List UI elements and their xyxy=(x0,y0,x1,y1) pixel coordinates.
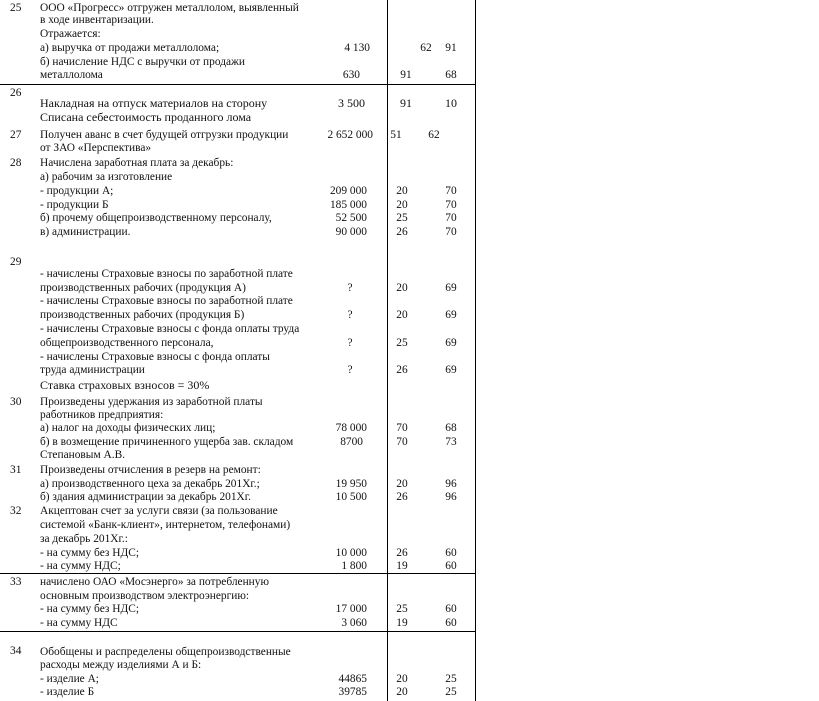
entry-text: Произведены удержания из заработной платы xyxy=(40,396,263,408)
debit-cell: 62 xyxy=(420,42,432,54)
credit-cell: 69 xyxy=(445,282,457,294)
entry-text: а) выручка от продажи металлолома; xyxy=(40,42,220,54)
entry-text: Ставка страховых взносов = 30% xyxy=(40,378,210,392)
entry-text: основным производством электроэнергию: xyxy=(40,590,250,602)
credit-cell: 25 xyxy=(445,673,457,685)
debit-cell: 91 xyxy=(400,96,412,110)
debit-cell: 20 xyxy=(396,686,408,698)
amount-cell: 4 130 xyxy=(344,42,370,54)
debit-cell: 26 xyxy=(396,547,408,559)
column-divider-amount xyxy=(387,0,388,701)
entry-number: 27 xyxy=(10,129,22,141)
entry-text: - продукции А; xyxy=(40,185,114,197)
amount-cell: 78 000 xyxy=(335,422,367,434)
entry-text: Степановым А.В. xyxy=(40,449,126,461)
amount-cell: 185 000 xyxy=(329,199,367,211)
entry-text: ООО «Прогресс» отгружен металлолом, выявленный xyxy=(40,2,299,14)
entry-text: - начислены Страховые взносы по заработной плате xyxy=(40,268,293,280)
entry-text: Накладная на отпуск материалов на сторону xyxy=(40,96,268,110)
entry-text: в ходе инвентаризации. xyxy=(40,14,154,26)
entry-text: - продукции Б xyxy=(40,199,109,211)
entry-text: - на сумму без НДС; xyxy=(40,603,139,615)
entry-text: а) налог на доходы физических лиц; xyxy=(40,422,216,434)
entry-number: 29 xyxy=(10,256,22,268)
amount-cell: 3 060 xyxy=(341,617,367,629)
entry-text: - начислены Страховые взносы по заработной плате xyxy=(40,295,293,307)
debit-cell: 20 xyxy=(396,199,408,211)
credit-cell: 70 xyxy=(445,226,457,238)
amount-cell: ? xyxy=(347,337,353,349)
entry-text: системой «Банк-клиент», интернетом, телефонами) xyxy=(40,519,291,531)
amount-cell: ? xyxy=(347,309,353,321)
entry-text: а) рабочим за изготовление xyxy=(40,171,173,183)
entry-text: Акцептован счет за услуги связи (за пользование xyxy=(40,505,278,517)
debit-cell: 20 xyxy=(396,478,408,490)
credit-cell: 96 xyxy=(445,478,457,490)
amount-cell: 209 000 xyxy=(329,185,367,197)
entry-text: расходы между изделиями А и Б: xyxy=(40,659,202,671)
entry-number: 25 xyxy=(10,2,22,14)
entry-text: - изделие А; xyxy=(40,673,99,685)
entry-text: от ЗАО «Перспектива» xyxy=(40,142,152,154)
entry-text: начислено ОАО «Мосэнерго» за потребленную xyxy=(40,576,269,588)
debit-cell: 20 xyxy=(396,185,408,197)
amount-cell: 19 950 xyxy=(335,478,367,490)
entry-text: а) производственного цеха за декабрь 201Хг.; xyxy=(40,478,260,490)
credit-cell: 73 xyxy=(445,436,457,448)
credit-cell: 60 xyxy=(445,560,457,572)
debit-cell: 51 xyxy=(390,129,402,141)
debit-cell: 70 xyxy=(396,422,408,434)
debit-cell: 26 xyxy=(396,491,408,503)
debit-cell: 26 xyxy=(396,226,408,238)
amount-cell: 8700 xyxy=(340,436,363,448)
entry-text: - начислены Страховые взносы с фонда оплаты xyxy=(40,351,270,363)
debit-cell: 19 xyxy=(396,617,408,629)
debit-cell: 26 xyxy=(396,364,408,376)
entry-text: Отражается: xyxy=(40,28,101,40)
entry-number: 28 xyxy=(10,157,22,169)
entry-number: 34 xyxy=(10,645,22,657)
entry-text: общепроизводственного персонала, xyxy=(40,337,214,349)
entry-text: в) администрации. xyxy=(40,226,131,238)
credit-cell: 69 xyxy=(445,337,457,349)
column-divider-right xyxy=(475,0,476,701)
entry-text: - начислены Страховые взносы с фонда оплаты труда xyxy=(40,323,300,335)
credit-cell: 25 xyxy=(445,686,457,698)
entry-text: б) здания администрации за декабрь 201Хг. xyxy=(40,491,252,503)
entry-text: б) начисление НДС с выручки от продажи xyxy=(40,56,246,68)
entry-text: производственных рабочих (продукция Б) xyxy=(40,309,245,321)
credit-cell: 91 xyxy=(445,42,457,54)
debit-cell: 70 xyxy=(396,436,408,448)
credit-cell: 70 xyxy=(445,199,457,211)
amount-cell: ? xyxy=(347,282,353,294)
entry-text: Получен аванс в счет будущей отгрузки продукции xyxy=(40,129,289,141)
entry-number: 26 xyxy=(10,87,22,99)
debit-cell: 20 xyxy=(396,309,408,321)
credit-cell: 69 xyxy=(445,364,457,376)
entry-number: 30 xyxy=(10,396,22,408)
entry-text: Списана себестоимость проданного лома xyxy=(40,110,252,124)
credit-cell: 62 xyxy=(428,129,440,141)
entry-number: 32 xyxy=(10,505,22,517)
entry-text: б) в возмещение причиненного ущерба зав. складом xyxy=(40,436,294,448)
amount-cell: 17 000 xyxy=(335,603,367,615)
entry-text: - на сумму НДС; xyxy=(40,560,121,572)
debit-cell: 20 xyxy=(396,673,408,685)
entry-number: 31 xyxy=(10,464,22,476)
amount-cell: 10 000 xyxy=(335,547,367,559)
entry-text: - на сумму НДС xyxy=(40,617,118,629)
credit-cell: 70 xyxy=(445,212,457,224)
entry-text: металлолома xyxy=(40,69,103,81)
amount-cell: 3 500 xyxy=(338,96,365,110)
debit-cell: 91 xyxy=(400,69,412,81)
debit-cell: 25 xyxy=(396,337,408,349)
amount-cell: 630 xyxy=(342,69,360,81)
debit-cell: 25 xyxy=(396,603,408,615)
entry-text: труда администрации xyxy=(40,364,145,376)
row-divider xyxy=(0,573,476,574)
amount-cell: 90 000 xyxy=(335,226,367,238)
debit-cell: 25 xyxy=(396,212,408,224)
entry-text: Обобщены и распределены общепроизводственные xyxy=(40,646,291,658)
entry-text: Произведены отчисления в резерв на ремонт: xyxy=(40,464,261,476)
entry-text: б) прочему общепроизводственному персоналу, xyxy=(40,212,272,224)
amount-cell: ? xyxy=(347,364,353,376)
amount-cell: 1 800 xyxy=(341,560,367,572)
debit-cell: 19 xyxy=(396,560,408,572)
entry-text: - изделие Б xyxy=(40,686,95,698)
entry-text: за декабрь 201Хг.: xyxy=(40,533,128,545)
row-divider xyxy=(0,631,476,632)
credit-cell: 68 xyxy=(445,69,457,81)
amount-cell: 39785 xyxy=(338,686,367,698)
entry-text: работников предприятия: xyxy=(40,409,164,421)
amount-cell: 10 500 xyxy=(335,491,367,503)
amount-cell: 2 652 000 xyxy=(327,129,373,141)
credit-cell: 69 xyxy=(445,309,457,321)
credit-cell: 68 xyxy=(445,422,457,434)
entry-text: производственных рабочих (продукция А) xyxy=(40,282,246,294)
credit-cell: 10 xyxy=(445,96,457,110)
entry-text: Начислена заработная плата за декабрь: xyxy=(40,157,234,169)
row-divider xyxy=(0,84,476,85)
credit-cell: 60 xyxy=(445,617,457,629)
entry-text: - на сумму без НДС; xyxy=(40,547,139,559)
entry-number: 33 xyxy=(10,576,22,588)
amount-cell: 52 500 xyxy=(335,212,367,224)
debit-cell: 20 xyxy=(396,282,408,294)
credit-cell: 96 xyxy=(445,491,457,503)
amount-cell: 44865 xyxy=(338,673,367,685)
credit-cell: 70 xyxy=(445,185,457,197)
credit-cell: 60 xyxy=(445,547,457,559)
credit-cell: 60 xyxy=(445,603,457,615)
